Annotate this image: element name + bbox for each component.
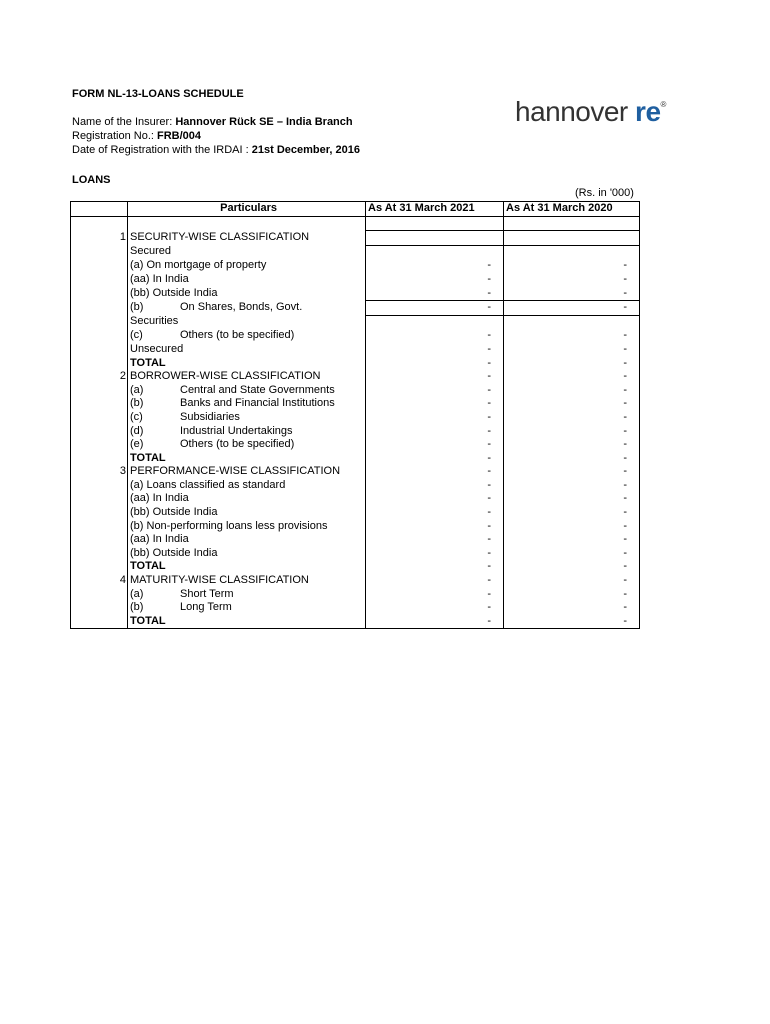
row-number: [71, 492, 128, 506]
row-label-text: Short Term: [180, 587, 234, 600]
value-2021: -: [366, 343, 504, 357]
value-2020: [504, 245, 640, 259]
value-2021: -: [366, 520, 504, 534]
value-2020: -: [504, 520, 640, 534]
table-row: [71, 452, 640, 466]
table-row: [71, 301, 640, 316]
table-row: [71, 397, 640, 411]
value-2021: [366, 315, 504, 329]
row-label: [128, 452, 366, 466]
value-2020: -: [504, 615, 640, 629]
value-2020: -: [504, 273, 640, 287]
value-2021: -: [366, 560, 504, 574]
table-row: [71, 506, 640, 520]
row-label-text: Banks and Financial Institutions: [180, 397, 335, 410]
table-row: [71, 438, 640, 452]
row-number: [71, 438, 128, 452]
row-label: [128, 465, 366, 479]
row-label: [128, 287, 366, 301]
row-label: [128, 329, 366, 343]
table-row: [71, 547, 640, 561]
table-row: [71, 231, 640, 246]
registration-label: Registration No.:: [72, 130, 154, 142]
row-prefix: (c): [130, 329, 143, 342]
table-row: [71, 273, 640, 287]
row-label: [128, 411, 366, 425]
row-number: [71, 273, 128, 287]
table-header-row: [71, 202, 640, 217]
table-row: [71, 560, 640, 574]
row-label-text: Long Term: [180, 601, 232, 614]
table-row: [71, 425, 640, 439]
row-label-text: MATURITY-WISE CLASSIFICATION: [130, 574, 309, 587]
table-row: [71, 259, 640, 273]
row-number: [71, 329, 128, 343]
value-2020: -: [504, 588, 640, 602]
value-2020: -: [504, 343, 640, 357]
row-label: [128, 560, 366, 574]
value-2021: -: [366, 329, 504, 343]
row-label: [128, 384, 366, 398]
row-label: [128, 547, 366, 561]
row-number: 3: [71, 465, 128, 479]
row-prefix: (d): [130, 424, 144, 437]
row-label-text: Unsecured: [130, 342, 184, 355]
row-prefix: (e): [130, 438, 144, 451]
row-prefix: (b): [130, 300, 144, 313]
row-label-text: (aa) In India: [130, 492, 189, 505]
table-row: [71, 520, 640, 534]
value-2020: -: [504, 397, 640, 411]
row-label-text: TOTAL: [130, 356, 166, 369]
table-row: [71, 533, 640, 547]
row-label: [128, 301, 366, 316]
row-label: [128, 425, 366, 439]
table-row: [71, 370, 640, 384]
row-number: [71, 343, 128, 357]
table-row: [71, 615, 640, 629]
value-2021: -: [366, 506, 504, 520]
logo-word-re: re: [635, 96, 661, 127]
row-label: [128, 343, 366, 357]
row-label: [128, 601, 366, 615]
table-row: [71, 588, 640, 602]
insurer-name: Hannover Rück SE – India Branch: [175, 116, 353, 128]
row-number: [71, 301, 128, 316]
value-2021: -: [366, 547, 504, 561]
value-2021: -: [366, 465, 504, 479]
value-2021: -: [366, 438, 504, 452]
logo-word-hannover: hannover: [515, 96, 628, 127]
registration-number: FRB/004: [157, 130, 202, 142]
row-label: [128, 438, 366, 452]
row-label-text: (a) Loans classified as standard: [130, 478, 286, 491]
header-no: [71, 202, 128, 217]
row-label: [128, 397, 366, 411]
registration-date-label: Date of Registration with the IRDAI :: [72, 144, 249, 156]
value-2020: -: [504, 384, 640, 398]
registration-line: [72, 130, 201, 142]
header-particulars: Particulars: [128, 202, 366, 217]
value-2020: -: [504, 533, 640, 547]
value-2020: -: [504, 465, 640, 479]
hannover-re-logo: [515, 96, 666, 128]
value-2020: -: [504, 479, 640, 493]
loans-table: [70, 201, 640, 629]
value-2021: -: [366, 425, 504, 439]
table-row: [71, 384, 640, 398]
table-row: [71, 315, 640, 329]
row-number: [71, 560, 128, 574]
value-2021: -: [366, 492, 504, 506]
row-label-text: (bb) Outside India: [130, 286, 218, 299]
row-label-text: (bb) Outside India: [130, 506, 218, 519]
value-2020: [504, 315, 640, 329]
value-2020: -: [504, 357, 640, 371]
row-prefix: (c): [130, 410, 143, 423]
value-2020: -: [504, 560, 640, 574]
value-2020: -: [504, 259, 640, 273]
row-number: [71, 615, 128, 629]
value-2020: -: [504, 601, 640, 615]
row-number: [71, 520, 128, 534]
header-2020: As At 31 March 2020: [504, 202, 640, 217]
row-number: [71, 601, 128, 615]
value-2021: -: [366, 601, 504, 615]
currency-note: (Rs. in '000): [575, 187, 634, 199]
row-prefix: (a): [130, 587, 144, 600]
row-label: [128, 520, 366, 534]
table-row: [71, 357, 640, 371]
value-2020: -: [504, 547, 640, 561]
table-row: [71, 492, 640, 506]
header-2021: As At 31 March 2021: [366, 202, 504, 217]
value-2020: -: [504, 574, 640, 588]
row-label: [128, 259, 366, 273]
row-number: [71, 533, 128, 547]
registration-date-line: [72, 144, 360, 156]
row-number: [71, 479, 128, 493]
form-title: FORM NL-13-LOANS SCHEDULE: [72, 88, 244, 100]
value-2020: -: [504, 370, 640, 384]
row-label-text: (aa) In India: [130, 272, 189, 285]
row-label-text: Industrial Undertakings: [180, 424, 293, 437]
value-2021: -: [366, 357, 504, 371]
row-label-text: Securities: [130, 315, 179, 328]
value-2021: -: [366, 479, 504, 493]
table-row: [71, 411, 640, 425]
value-2021: -: [366, 397, 504, 411]
row-label-text: PERFORMANCE-WISE CLASSIFICATION: [130, 465, 341, 478]
row-label: [128, 615, 366, 629]
row-number: [71, 588, 128, 602]
row-number: [71, 357, 128, 371]
insurer-line: [72, 116, 353, 128]
row-label: [128, 231, 366, 246]
registration-date: 21st December, 2016: [251, 144, 360, 156]
row-number: [71, 259, 128, 273]
row-label: [128, 479, 366, 493]
table-row: [71, 329, 640, 343]
row-number: [71, 287, 128, 301]
row-number: [71, 425, 128, 439]
row-label-text: On Shares, Bonds, Govt.: [180, 300, 303, 313]
row-label-text: TOTAL: [130, 614, 166, 627]
row-label-text: TOTAL: [130, 451, 166, 464]
table-row: [71, 479, 640, 493]
row-label-text: Central and State Governments: [180, 383, 335, 396]
value-2021: -: [366, 574, 504, 588]
row-prefix: (b): [130, 601, 144, 614]
table-row: [71, 574, 640, 588]
row-label-text: Others (to be specified): [180, 438, 295, 451]
row-label-text: BORROWER-WISE CLASSIFICATION: [130, 370, 321, 383]
row-number: [71, 452, 128, 466]
value-2020: -: [504, 425, 640, 439]
row-prefix: (b): [130, 397, 144, 410]
table-row: [71, 343, 640, 357]
value-2021: -: [366, 411, 504, 425]
row-number: 4: [71, 574, 128, 588]
row-prefix: (a): [130, 383, 144, 396]
value-2021: -: [366, 370, 504, 384]
row-number: [71, 397, 128, 411]
row-label-text: Subsidiaries: [180, 410, 240, 423]
value-2020: -: [504, 287, 640, 301]
registered-mark: ®: [660, 100, 666, 109]
table-row: [71, 245, 640, 259]
value-2021: -: [366, 615, 504, 629]
row-label-text: (aa) In India: [130, 533, 189, 546]
row-number: [71, 315, 128, 329]
row-number: [71, 245, 128, 259]
insurer-label: Name of the Insurer:: [72, 116, 173, 128]
row-label: [128, 315, 366, 329]
row-label: [128, 506, 366, 520]
value-2021: -: [366, 384, 504, 398]
value-2021: -: [366, 287, 504, 301]
value-2020: -: [504, 301, 640, 316]
row-label-text: (bb) Outside India: [130, 546, 218, 559]
value-2020: -: [504, 492, 640, 506]
row-label: [128, 533, 366, 547]
row-label-text: TOTAL: [130, 560, 166, 573]
value-2021: -: [366, 259, 504, 273]
value-2021: -: [366, 533, 504, 547]
row-label-text: SECURITY-WISE CLASSIFICATION: [130, 230, 310, 243]
row-label: [128, 588, 366, 602]
row-label: [128, 492, 366, 506]
value-2020: -: [504, 329, 640, 343]
row-number: [71, 547, 128, 561]
row-label-text: Others (to be specified): [180, 329, 295, 342]
table-row: [71, 465, 640, 479]
value-2021: -: [366, 588, 504, 602]
row-number: 2: [71, 370, 128, 384]
value-2021: [366, 231, 504, 246]
value-2021: -: [366, 452, 504, 466]
row-label: [128, 574, 366, 588]
value-2021: -: [366, 273, 504, 287]
value-2020: -: [504, 411, 640, 425]
row-number: [71, 506, 128, 520]
row-label: [128, 273, 366, 287]
row-label-text: (b) Non-performing loans less provisions: [130, 519, 328, 532]
spacer-row: [71, 216, 640, 231]
row-label: [128, 245, 366, 259]
value-2020: -: [504, 506, 640, 520]
row-label-text: Secured: [130, 245, 171, 258]
value-2021: -: [366, 301, 504, 316]
row-label: [128, 357, 366, 371]
loans-table-body: [71, 202, 640, 629]
section-heading: LOANS: [72, 174, 111, 186]
row-number: [71, 411, 128, 425]
value-2021: [366, 245, 504, 259]
value-2020: -: [504, 452, 640, 466]
value-2020: -: [504, 438, 640, 452]
row-label: [128, 370, 366, 384]
table-row: [71, 601, 640, 615]
table-row: [71, 287, 640, 301]
row-label-text: (a) On mortgage of property: [130, 259, 267, 272]
value-2020: [504, 231, 640, 246]
row-number: [71, 384, 128, 398]
row-number: 1: [71, 231, 128, 246]
